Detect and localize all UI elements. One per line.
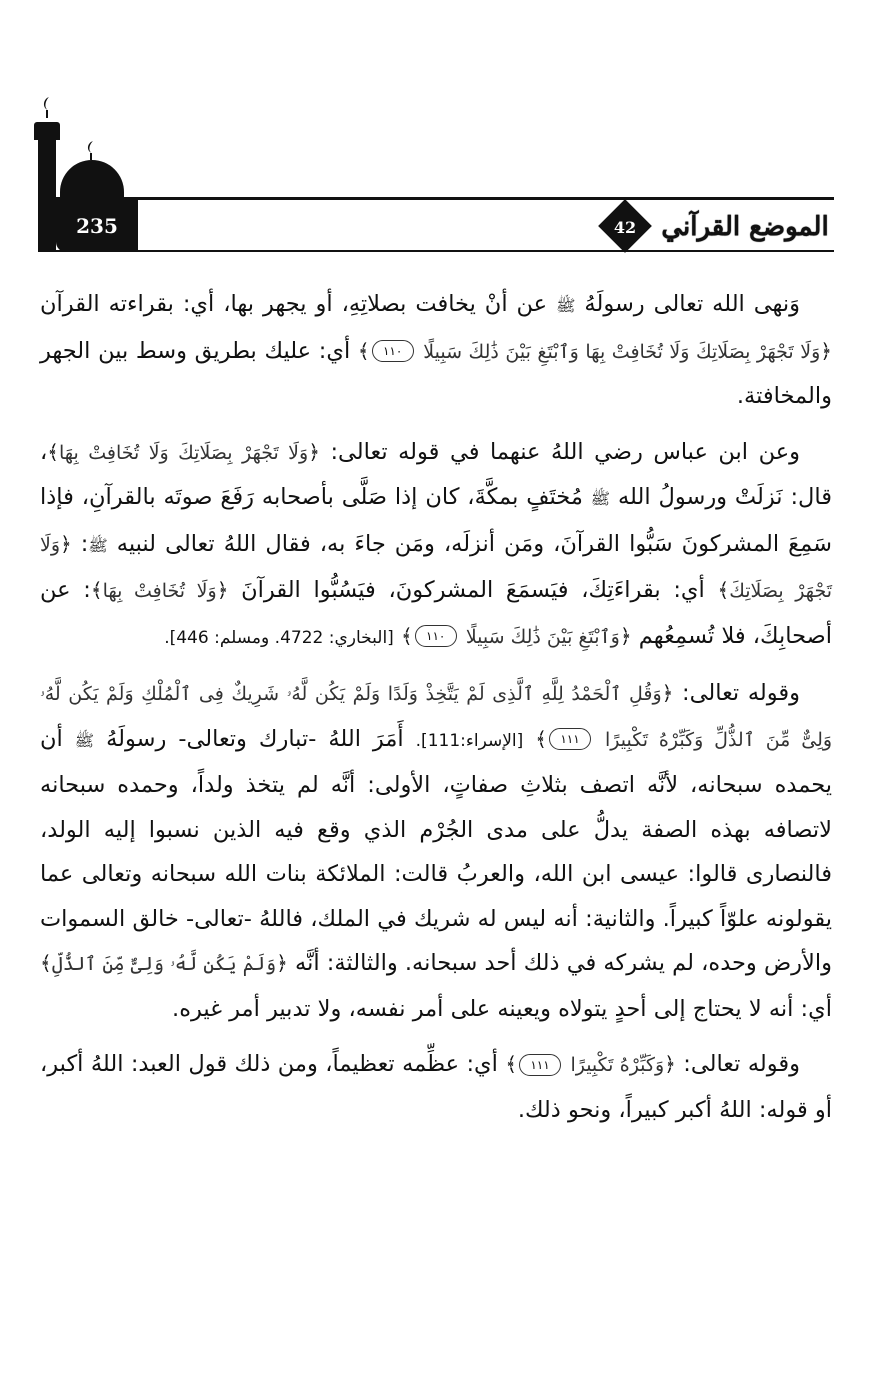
header-rule-bottom xyxy=(38,250,834,252)
chapter-badge xyxy=(596,199,652,255)
ayah-number: ١١١ xyxy=(519,1054,561,1076)
ayah-number: ١١٠ xyxy=(415,625,457,647)
quran-verse: وَلَا تَجْهَرْ بِصَلَاتِكَ وَلَا تُخَافِتْ بِهَا وَٱبْتَغِ بَيْنَ ذَٰلِكَ سَبِيلًا xyxy=(423,340,821,363)
page-header xyxy=(0,0,872,270)
quran-open-bracket: ﴿ xyxy=(216,578,229,602)
quran-close-bracket: ﴾ xyxy=(357,338,370,363)
p4-text-a: وقوله تعالى: xyxy=(683,1051,800,1077)
paragraph-4 xyxy=(40,1042,832,1132)
header-rule-top xyxy=(38,197,834,200)
quran-verse: وَلَا تُخَافِتْ بِهَا xyxy=(102,580,217,602)
salutation-symbol: ﷺ xyxy=(590,489,611,508)
p1-text-b: عن أنْ يخافت بصلاتِهِ، أو يجهر بها، أي: بقراءته القرآن xyxy=(40,291,548,317)
paragraph-2: وعن ابن عباس رضي اللهُ عنهما في قوله تعالى: ﴿وَلَا تَجْهَرْ بِصَلَاتِكَ وَلَا تُخَافِتْ بِهَا﴾، قال: نَزلَتْ ورسولُ الله ﷺ مُختَفٍ بمكَّةَ، كان إذا صَلَّى بأصحابه رَفَعَ صوتَه بالقرآنِ، فإذا سَمِعَ المشركونَ سَبُّوا القرآنَ، ومَن أنزلَه، ومَن جاءَ به، فقال اللهُ تعالى لنبيه ﷺ: ﴿وَلَا تَجْهَرْ بِصَلَاتِكَ﴾ أي: بقراءَتِكَ، فيَسمَعَ المشركونَ، فيَسُبُّوا القرآنَ ﴿وَلَا تُخَافِتْ بِهَا﴾: عن أصحابِكَ، فلا تُسمِعُهم ﴿وَٱبْتَغِ بَيْنَ ذَٰلِكَ سَبِيلًا ١١٠﴾ [البخاري: 4722. ومسلم: 446]. xyxy=(40,438,832,649)
p3-text-d: أي: أنه لا يحتاج إلى أحدٍ يتولاه ويعينه على أمر نفسه، ولا تدبير أمر غيره. xyxy=(172,995,832,1022)
quran-open-bracket: ﴿ xyxy=(308,439,320,464)
page-number: 235 xyxy=(56,200,138,252)
quran-verse: وَٱبْتَغِ بَيْنَ ذَٰلِكَ سَبِيلًا xyxy=(465,625,620,648)
minaret-icon xyxy=(38,138,56,250)
hadith-reference: [البخاري: 4722. ومسلم: 446]. xyxy=(164,627,394,648)
ayah-number: ١١١ xyxy=(549,728,591,750)
quran-open-bracket: ﴿ xyxy=(60,531,72,556)
page-body xyxy=(40,282,832,1362)
quran-verse: وَكَبِّرْهُ تَكْبِيرًا xyxy=(570,1054,665,1076)
quran-close-bracket: ﴾ xyxy=(47,439,59,464)
salutation-symbol: ﷺ xyxy=(556,296,576,315)
p2-text-e: : عن أصحابِكَ، فلا تُسمِعُهم xyxy=(40,577,832,649)
quran-verse: وَلَا تَجْهَرْ بِصَلَاتِكَ xyxy=(40,533,832,602)
p1-text-c: أي: عليك بطريق وسط بين الجهر والمخافتة. xyxy=(40,337,832,409)
p2-text-b: ، قال: نَزلَتْ ورسولُ الله xyxy=(40,438,832,510)
quran-open-bracket: ﴿ xyxy=(276,951,288,975)
chapter-number: 42 xyxy=(613,217,637,237)
p3-text-c: أن يحمده سبحانه، لأنَّه اتصف بثلاثِ صفاتٍ، الأولى: أنَّه لم يتخذ ولداً، وحمده سبحانه لاتصافه بهذه الصفة يدلُّ على مدى الجُرْم الذي وقع فيه الذين نسبوا إليه الولد، فالنصارى قالوا: عيسى ابن الله، والعربُ قالت: الملائكة بنات الله سبحانه وتعالى عما يقولونه علوّاً كبيراً. والثانية: أنه ليس له شريك في الملك، فاللهُ -تعالى- خالق السموات والأرض وحده، لم يشركه في ذلك أحد سبحانه. والثالثة: أنَّه xyxy=(40,725,832,976)
p3-text-a: وقوله تعالى: xyxy=(682,680,800,706)
salutation-symbol: ﷺ xyxy=(88,535,108,555)
quran-close-bracket: ﴾ xyxy=(40,951,52,975)
quran-close-bracket: ﴾ xyxy=(717,578,730,602)
quran-open-bracket: ﴿ xyxy=(619,623,632,648)
p2-text-d: أي: بقراءَتِكَ، فيَسمَعَ المشركونَ، فيَسُبُّوا القرآنَ xyxy=(241,577,705,603)
p1-text-a: وَنهى الله تعالى رسولَهُ xyxy=(584,291,801,317)
crescent-icon xyxy=(40,96,54,118)
quran-verse: وَقُلِ ٱلْحَمْدُ لِلَّهِ ٱلَّذِى لَمْ يَتَّخِذْ وَلَدًا وَلَمْ يَكُن لَّهُۥ شَرِيكٌ فِى ٱلْمُلْكِ وَلَمْ يَكُن لَّهُۥ وَلِىٌّ مِّنَ ٱلذُّلِّ وَكَبِّرْهُ تَكْبِيرًا xyxy=(40,683,833,751)
quran-verse: وَلَا تَجْهَرْ بِصَلَاتِكَ وَلَا تُخَافِتْ بِهَا xyxy=(58,441,309,464)
p2-text-a: وعن ابن عباس رضي اللهُ عنهما في قوله تعالى: xyxy=(330,438,800,465)
quran-close-bracket: ﴾ xyxy=(90,578,103,602)
quran-verse: وَلَمْ يَكُن لَّهُۥ وَلِىٌّ مِّنَ ٱلذُّلِّ xyxy=(51,953,277,975)
surah-reference: [الإسراء:111]. xyxy=(415,730,524,751)
quran-close-bracket: ﴾ xyxy=(535,726,547,751)
p4-text-b: أي: عظِّمه تعظيماً، ومن ذلك قول العبد: اللهُ أكبر، أو قوله: اللهُ أكبر كبيراً، ونحو ذلك. xyxy=(40,1051,832,1123)
dome-crescent-icon xyxy=(84,140,98,160)
book-title: الموضع القرآني xyxy=(661,212,829,242)
p3-text-b: أَمَرَ اللهُ -تبارك وتعالى- رسولَهُ xyxy=(106,725,404,752)
ayah-number: ١١٠ xyxy=(372,340,414,362)
quran-close-bracket: ﴾ xyxy=(505,1052,518,1076)
salutation-symbol: ﷺ xyxy=(74,730,95,750)
paragraph-3 xyxy=(40,671,832,1031)
quran-close-bracket: ﴾ xyxy=(400,623,413,648)
quran-open-bracket: ﴿ xyxy=(661,681,674,705)
quran-open-bracket: ﴿ xyxy=(664,1052,676,1076)
quran-open-bracket: ﴿ xyxy=(820,338,833,363)
dome-icon xyxy=(60,160,124,200)
p2-text-c: مُختَفٍ بمكَّةَ، كان إذا صَلَّى بأصحابه رَفَعَ صوتَه بالقرآنِ، فإذا سَمِعَ المشركونَ سَبُّوا القرآنَ، ومَن أنزلَه، ومَن جاءَ به، فقال اللهُ تعالى لنبيه xyxy=(40,484,832,557)
paragraph-1 xyxy=(40,282,832,419)
